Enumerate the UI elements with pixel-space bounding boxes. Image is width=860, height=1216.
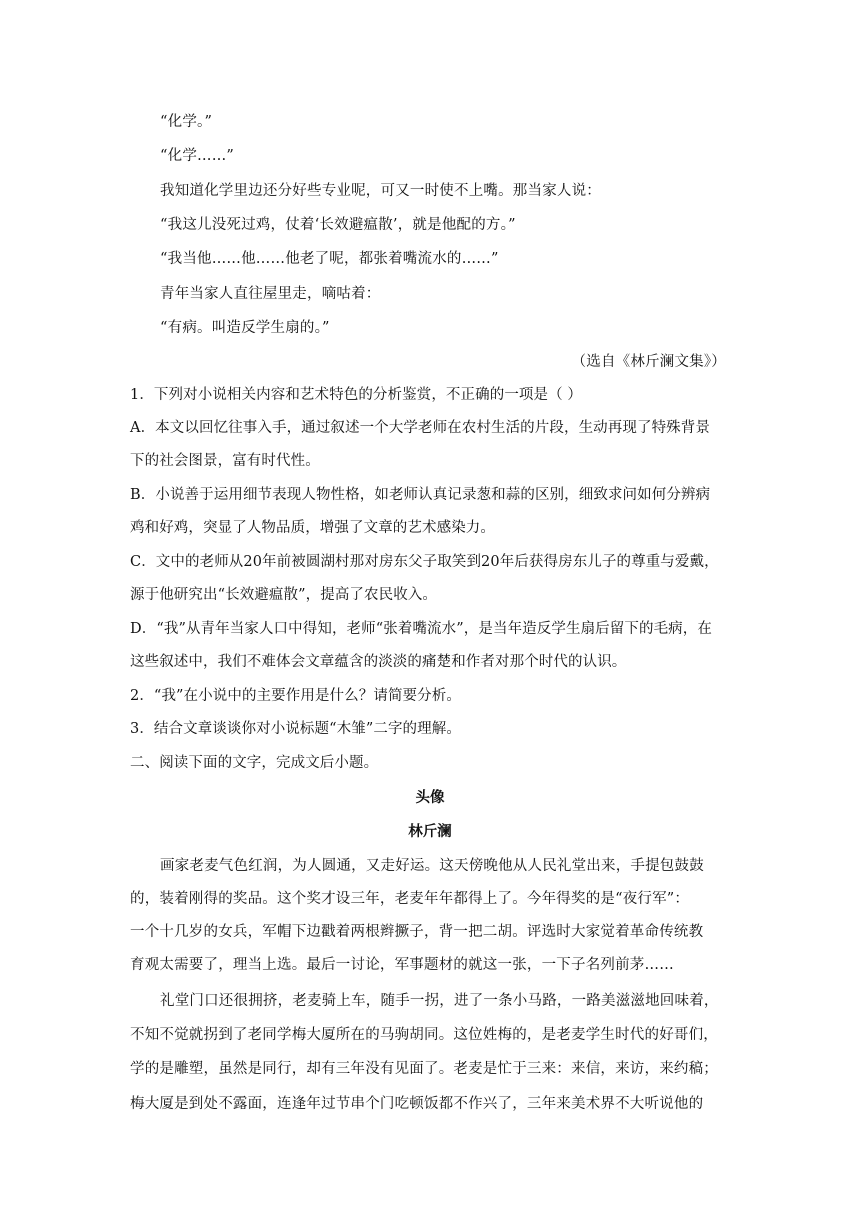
paragraph-line: 不知不觉就拐到了老同学梅大厦所在的马驹胡同。这位姓梅的，是老麦学生时代的好哥们， xyxy=(130,1027,718,1043)
paragraph-line: 梅大厦是到处不露面，连逢年过节串个门吃顿饭都不作兴了，三年来美术界不大听说他的 xyxy=(130,1096,704,1112)
excerpt-line: 我知道化学里边还分好些专业呢，可又一时使不上嘴。那当家人说： xyxy=(160,183,601,199)
option-b: B．小说善于运用细节表现人物性格，如老师认真记录葱和蒜的区别，细致求问如何分辨病 xyxy=(130,487,711,503)
question-3: 3．结合文章谈谈你对小说标题“木雏”二字的理解。 xyxy=(130,721,461,737)
excerpt-line: “化学。” xyxy=(160,114,213,130)
excerpt-line: “我这儿没死过鸡，仗着‘长效避瘟散’，就是他配的方。” xyxy=(160,217,516,233)
excerpt-line: “有病。叫造反学生扇的。” xyxy=(160,320,330,336)
paragraph-line: 育观太需要了，理当上选。最后一讨论，军事题材的就这一张，一下子名列前茅…… xyxy=(130,957,674,973)
excerpt-line: “化学……” xyxy=(160,148,235,164)
option-d: D．“我”从青年当家人口中得知，老师“张着嘴流水”，是当年造反学生扇后留下的毛病，在 xyxy=(130,621,712,637)
option-a: A．本文以回忆往事入手，通过叙述一个大学老师在农村生活的片段，生动再现了特殊背景 xyxy=(130,420,710,436)
section-heading: 二、阅读下面的文字，完成文后小题。 xyxy=(130,755,379,771)
question-1-stem: 1．下列对小说相关内容和艺术特色的分析鉴赏，不正确的一项是（ ） xyxy=(130,387,583,403)
question-2: 2．“我”在小说中的主要作用是什么？请简要分析。 xyxy=(130,688,461,704)
option-c: C．文中的老师从20年前被圆湖村那对房东父子取笑到20年后获得房东儿子的尊重与爱戴， xyxy=(130,554,719,570)
paragraph-line: 一个十几岁的女兵，军帽下边戳着两根辫撅子，背一把二胡。评选时大家觉着革命传统教 xyxy=(130,924,704,940)
option-a-cont: 下的社会图景，富有时代性。 xyxy=(130,453,320,469)
excerpt-line: 青年当家人直往屋里走，嘀咕着： xyxy=(160,286,381,302)
paragraph-line: 学的是雕塑，虽然是同行，却有三年没有见面了。老麦是忙于三来：来信，来访，来约稿； xyxy=(130,1061,718,1077)
source-citation: （选自《林斤澜文集》） xyxy=(571,354,726,370)
option-c-cont: 源于他研究出“长效避瘟散”，提高了农民收入。 xyxy=(130,587,438,603)
option-b-cont: 鸡和好鸡，突显了人物品质，增强了文章的艺术感染力。 xyxy=(130,520,495,536)
paragraph-line: 画家老麦气色红润，为人圆通，又走好运。这天傍晚他从人民礼堂出来，手提包鼓鼓 xyxy=(160,858,704,874)
option-d-cont: 这些叙述中，我们不难体会文章蕴含的淡淡的痛楚和作者对那个时代的认识。 xyxy=(130,654,627,670)
paragraph-line: 的，装着刚得的奖品。这个奖才设三年，老麦年年都得上了。今年得奖的是“夜行军”： xyxy=(130,891,690,907)
story-author: 林斤澜 xyxy=(408,823,452,840)
excerpt-line: “我当他……他……他老了呢，都张着嘴流水的……” xyxy=(160,251,499,267)
story-title: 头像 xyxy=(415,789,445,806)
paragraph-line: 礼堂门口还很拥挤，老麦骑上车，随手一拐，进了一条小马路，一路美滋滋地回味着， xyxy=(160,993,719,1009)
